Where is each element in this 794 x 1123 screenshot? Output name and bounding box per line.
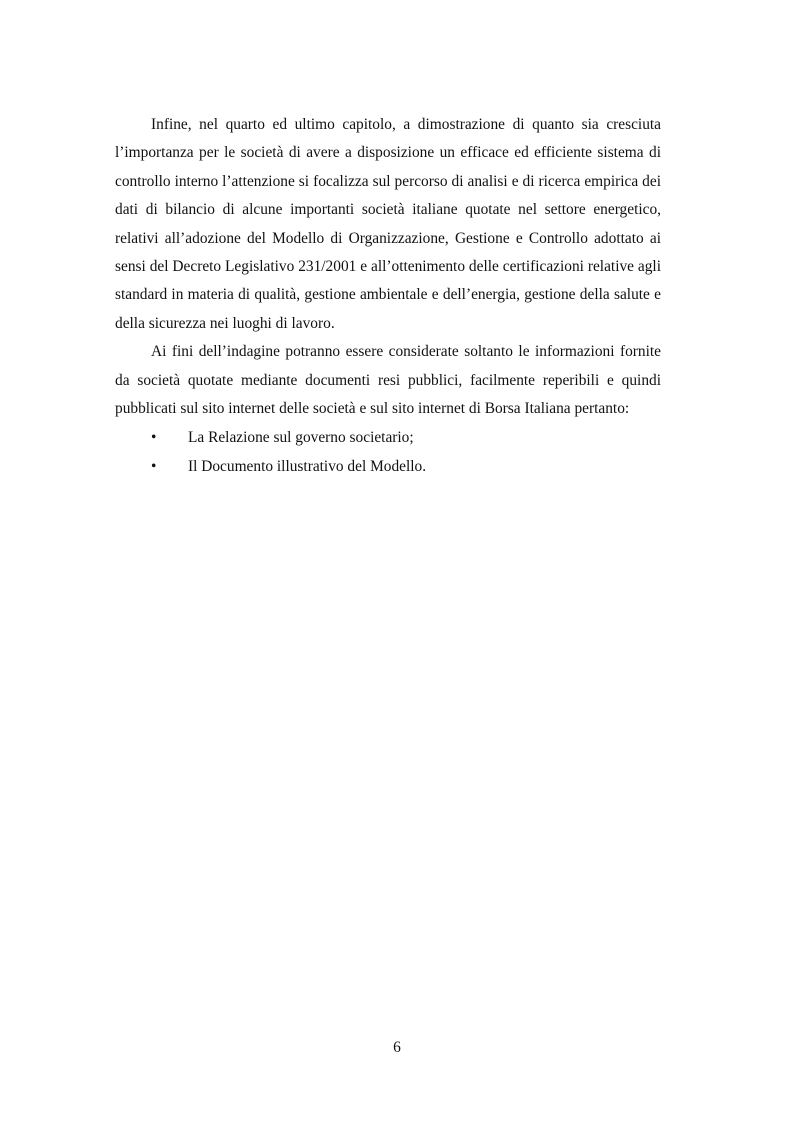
paragraph-chapter-four: Infine, nel quarto ed ultimo capitolo, a dimostrazione di quanto sia cresciuta l’importanza per le società di avere a disposizione un efficace ed efficiente sistema di controllo interno l’attenzione si focalizza sul percorso di analisi e di ricerca empirica dei dati di bilancio di alcune importanti società italiane quotate nel settore energetico, relativi all’adozione del Modello di Organizzazione, Gestione e Controllo adottato ai sensi del Decreto Legislativo 231/2001 e all’ottenimento delle certificazioni relative agli standard in materia di qualità, gestione ambientale e dell’energia, gestione della salute e della sicurezza nei luoghi di lavoro. (115, 116, 661, 332)
bullet-icon: • (151, 429, 157, 447)
body-text (115, 111, 661, 481)
list-item (115, 424, 661, 452)
list-item-label: Il Documento illustrativo del Modello. (188, 457, 427, 475)
list-item (115, 453, 661, 481)
page-number: 6 (393, 1039, 401, 1056)
document-list (115, 424, 661, 481)
bullet-icon: • (151, 457, 157, 475)
list-item-label: La Relazione sul governo societario; (188, 429, 414, 447)
paragraph-investigation-scope: Ai fini dell’indagine potranno essere considerate soltanto le informazioni fornite da società quotate mediante documenti resi pubblici, facilmente reperibili e quindi pubblicati sul sito internet delle società e sul sito internet di Borsa Italiana pertanto: (115, 343, 661, 418)
